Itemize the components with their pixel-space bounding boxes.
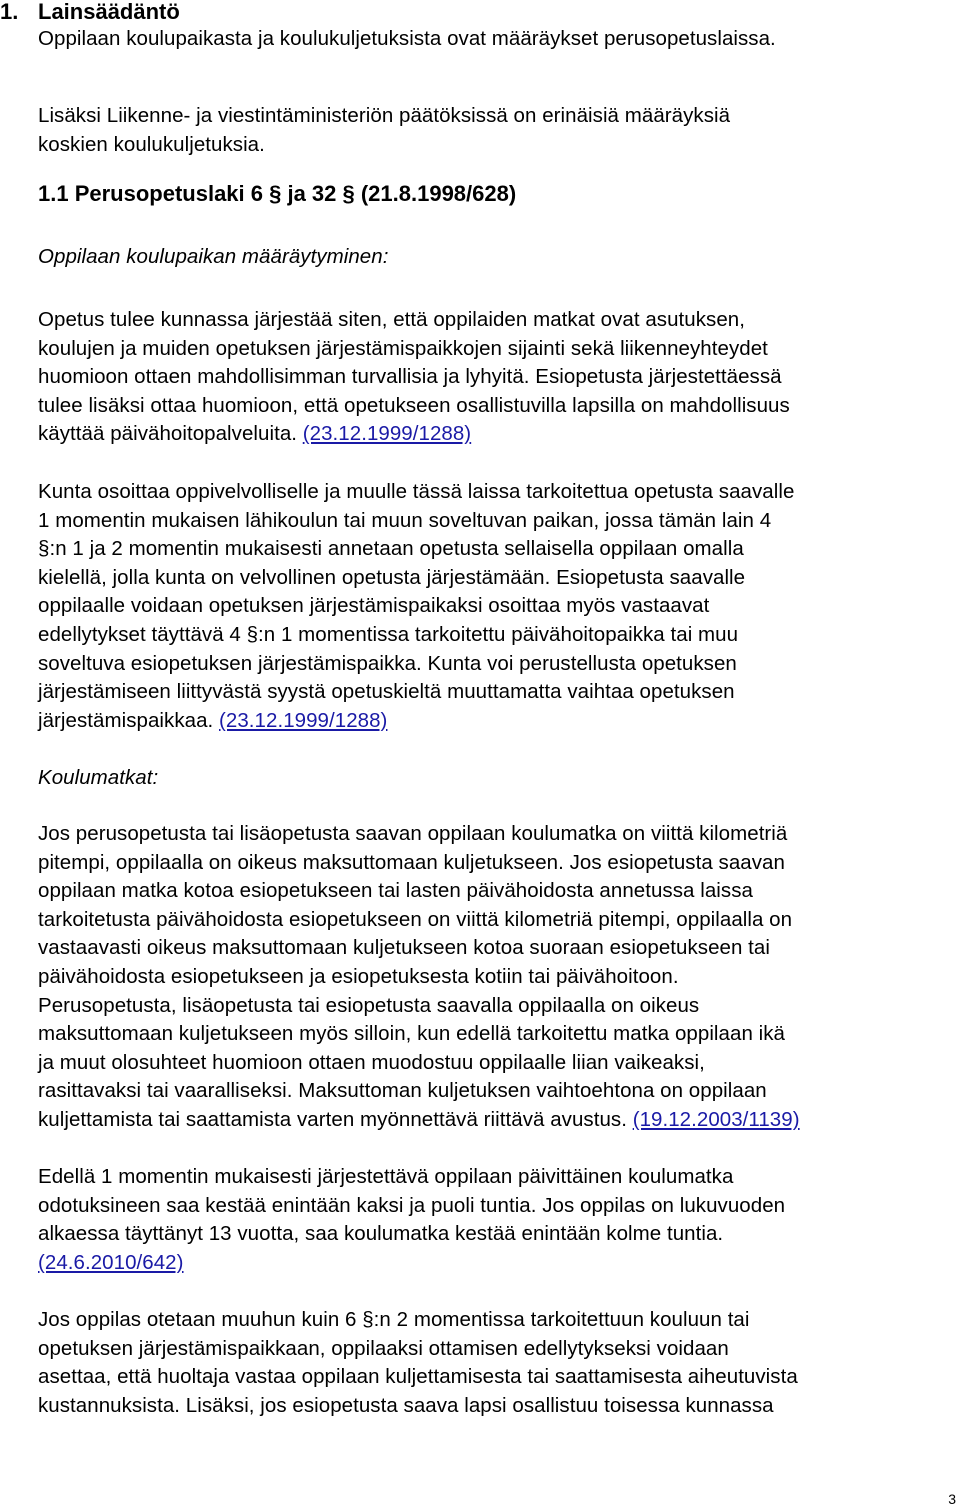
section-title: Lainsäädäntö (38, 0, 180, 24)
paragraph-line: koskien koulukuljetuksia. (38, 132, 265, 156)
paragraph-line (38, 420, 960, 449)
paragraph-line: rasittavaksi tai vaaralliseksi. Maksuttoman kuljetuksen vaihtoehtona on oppilaan (38, 1079, 767, 1103)
paragraph-line (38, 1106, 960, 1135)
page-number: 3 (948, 1491, 956, 1507)
paragraph-line: 1 momentin mukaisen lähikoulun tai muun soveltuvan paikan, jossa tämän lain 4 (38, 508, 772, 532)
section-heading (0, 0, 180, 26)
italic-heading: Koulumatkat: (38, 766, 159, 789)
paragraph-line: koulujen ja muiden opetuksen järjestämispaikkojen sijainti sekä liikenneyhteydet (38, 336, 768, 360)
koulumatkat-paragraph-3 (38, 1306, 960, 1420)
koulumatkat-paragraph-1 (38, 820, 960, 1135)
koulupaikka-heading (38, 243, 960, 272)
paragraph-line: tarkoitetusta päivähoidosta esiopetukseen on viittä kilometriä pitempi, oppilaalla on (38, 907, 793, 931)
paragraph-line: edellytykset täyttävä 4 §:n 1 momentissa tarkoitettu päivähoitopaikka tai muu (38, 622, 739, 646)
paragraph-line: Opetus tulee kunnassa järjestää siten, että oppilaiden matkat ovat asutuksen, (38, 308, 745, 331)
law-reference-link[interactable]: (23.12.1999/1288) (219, 708, 388, 732)
paragraph-line: Perusopetusta, lisäopetusta tai esiopetusta saavalla oppilaalla on oikeus (38, 993, 700, 1017)
italic-heading: Oppilaan koulupaikan määräytyminen: (38, 245, 389, 268)
paragraph-line: asettaa, että huoltaja vastaa oppilaan kuljettamisesta tai saattamisesta aiheutuvista (38, 1365, 798, 1389)
paragraph-line: järjestämiseen liittyvästä syystä opetuskieltä muuttamatta vaihtaa opetuksen (38, 680, 735, 704)
paragraph-line: §:n 1 ja 2 momentin mukaisesti annetaan opetusta sellaisella oppilaan omalla (38, 537, 744, 561)
paragraph-line: kielellä, jolla kunta on velvollinen opetusta järjestämään. Esiopetusta saavalle (38, 565, 746, 589)
intro-paragraph (38, 25, 960, 54)
koulumatkat-paragraph-2 (38, 1163, 960, 1277)
paragraph-line: Kunta osoittaa oppivelvolliselle ja muulle tässä laissa tarkoitettua opetusta saavalle (38, 480, 795, 503)
line-text: järjestämispaikkaa. (38, 708, 214, 732)
koulupaikka-paragraph-1 (38, 306, 960, 449)
paragraph-line: alkaessa täyttänyt 13 vuotta, saa koulumatka kestää enintään kolme tuntia. (38, 1222, 724, 1246)
paragraph-line: soveltuva esiopetuksen järjestämispaikka. Kunta voi perustellusta opetuksen (38, 651, 737, 675)
law-reference-link[interactable]: (19.12.2003/1139) (632, 1107, 800, 1131)
intro-paragraph-2 (38, 102, 960, 159)
paragraph-line: maksuttomaan kuljetukseen myös silloin, kun edellä tarkoitettu matka oppilaan ikä (38, 1022, 785, 1046)
paragraph-line: pitempi, oppilaalla on oikeus maksuttomaan kuljetukseen. Jos esiopetusta saavan (38, 850, 785, 874)
section-number: 1. (0, 0, 19, 24)
paragraph-line: Jos oppilas otetaan muuhun kuin 6 §:n 2 momentissa tarkoitettuun kouluun tai (38, 1308, 750, 1331)
paragraph-line: oppilaalle voidaan opetuksen järjestämispaikaksi osoittaa myös vastaavat (38, 594, 710, 618)
line-text: käyttää päivähoitopalveluita. (38, 422, 298, 446)
paragraph-line (38, 707, 960, 736)
paragraph-line: vastaavasti oikeus maksuttomaan kuljetukseen kotoa suoraan esiopetukseen tai (38, 936, 770, 960)
paragraph-line: ja muut olosuhteet huomioon ottaen muodostuu oppilaalle liian vaikeaksi, (38, 1050, 705, 1074)
koulumatkat-heading (38, 764, 960, 793)
paragraph-line: kustannuksista. Lisäksi, jos esiopetusta saava lapsi osallistuu toisessa kunnassa (38, 1393, 774, 1417)
law-reference-link[interactable]: (23.12.1999/1288) (302, 422, 472, 446)
koulupaikka-paragraph-2 (38, 478, 960, 735)
paragraph-line: Lisäksi Liikenne- ja viestintäministeriön päätöksissä on erinäisiä määräyksiä (38, 104, 731, 127)
paragraph-line: huomioon ottaen mahdollisimman turvallisia ja lyhyitä. Esiopetusta järjestettäessä (38, 365, 782, 389)
paragraph-line: oppilaan matka kotoa esiopetukseen tai lasten päivähoidosta annetussa laissa (38, 879, 753, 903)
paragraph-line: Edellä 1 momentin mukaisesti järjestettävä oppilaan päivittäinen koulumatka (38, 1165, 734, 1188)
paragraph-line: tulee lisäksi ottaa huomioon, että opetukseen osallistuvilla lapsilla on mahdollisuus (38, 393, 790, 417)
paragraph-line: Oppilaan koulupaikasta ja koulukuljetuksista ovat määräykset perusopetuslaissa. (38, 27, 776, 50)
paragraph-line: päivähoidosta esiopetukseen ja esiopetuksesta kotiin tai päivähoitoon. (38, 964, 679, 988)
paragraph-line: Jos perusopetusta tai lisäopetusta saavan oppilaan koulumatka on viittä kilometriä (38, 822, 788, 845)
paragraph-line (38, 1249, 960, 1278)
paragraph-line: odotuksineen saa kestää enintään kaksi ja puoli tuntia. Jos oppilas on lukuvuoden (38, 1193, 786, 1217)
law-reference-link[interactable]: (24.6.2010/642) (38, 1250, 184, 1274)
line-text: kuljettamista tai saattamista varten myönnettävä riittävä avustus. (38, 1107, 627, 1131)
subsection-heading: 1.1 Perusopetuslaki 6 § ja 32 § (21.8.1998/628) (38, 181, 517, 206)
paragraph-line: opetuksen järjestämispaikkaan, oppilaaksi ottamisen edellytykseksi voidaan (38, 1336, 729, 1360)
